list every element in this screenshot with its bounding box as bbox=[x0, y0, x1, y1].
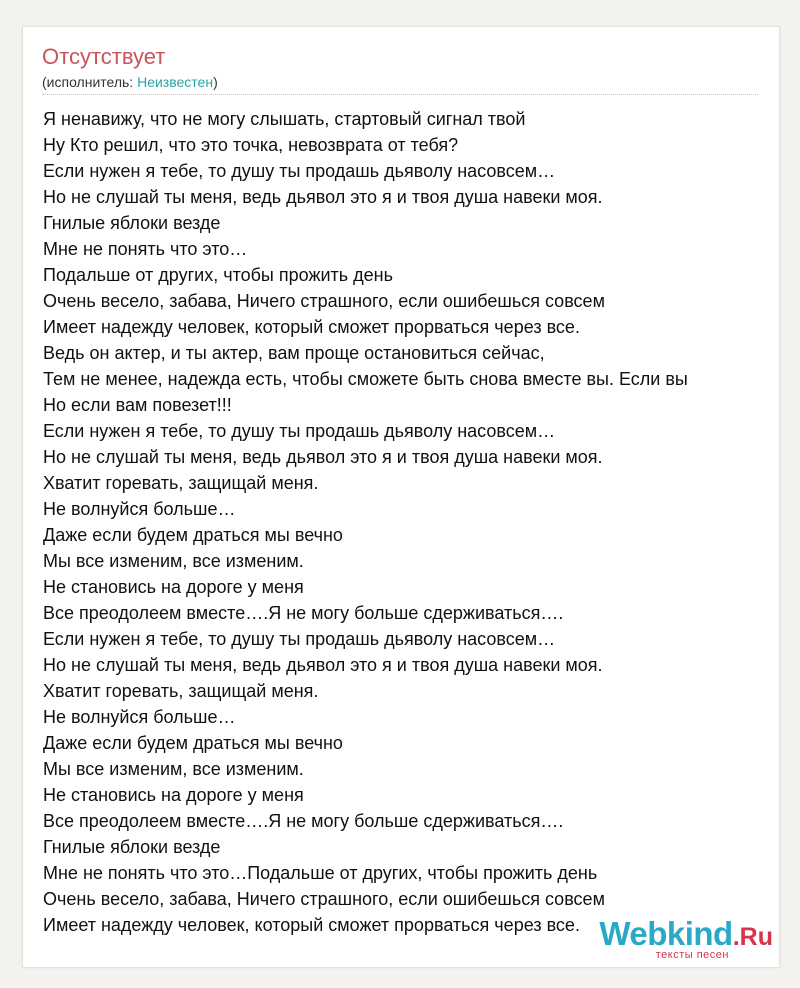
lyric-line: Гнилые яблоки везде bbox=[43, 837, 221, 857]
artist-link[interactable]: Неизвестен bbox=[137, 74, 214, 90]
webkind-logo bbox=[583, 917, 773, 961]
lyric-line: Мы все изменим, все изменим. bbox=[43, 759, 304, 779]
logo-tagline: тексты песен bbox=[655, 949, 729, 961]
lyric-line: Все преодолеем вместе….Я не могу больше сдерживаться…. bbox=[43, 811, 564, 831]
lyric-line: Гнилые яблоки везде bbox=[43, 213, 221, 233]
lyric-line: Не волнуйся больше… bbox=[43, 707, 236, 727]
artist-suffix: ) bbox=[213, 74, 218, 90]
song-title: Отсутствует bbox=[42, 44, 166, 69]
lyric-line: Если нужен я тебе, то душу ты продашь дьяволу насовсем… bbox=[43, 629, 556, 649]
lyric-line: Имеет надежду человек, который сможет прорваться через все. bbox=[43, 915, 580, 935]
lyrics-card bbox=[22, 26, 780, 968]
lyric-line: Хватит горевать, защищай меня. bbox=[43, 473, 319, 493]
lyric-line: Не волнуйся больше… bbox=[43, 499, 236, 519]
lyric-line: Не становись на дороге у меня bbox=[43, 785, 304, 805]
artist-prefix: (исполнитель: bbox=[42, 74, 138, 90]
lyric-line: Но если вам повезет!!! bbox=[43, 395, 232, 415]
lyric-line: Тем не менее, надежда есть, чтобы сможете быть снова вместе вы. Если вы bbox=[43, 369, 688, 389]
lyric-line: Но не слушай ты меня, ведь дьявол это я и твоя душа навеки моя. bbox=[43, 187, 603, 207]
lyric-line: Мне не понять что это…Подальше от других, чтобы прожить день bbox=[43, 863, 598, 883]
lyric-line: Ведь он актер, и ты актер, вам проще остановиться сейчас, bbox=[43, 343, 545, 363]
lyric-line: Очень весело, забава, Ничего страшного, если ошибешься совсем bbox=[43, 291, 605, 311]
logo-brand: Webkind bbox=[599, 915, 733, 952]
lyric-line: Не становись на дороге у меня bbox=[43, 577, 304, 597]
artist-line bbox=[42, 73, 218, 91]
lyric-line: Все преодолеем вместе….Я не могу больше сдерживаться…. bbox=[43, 603, 564, 623]
lyric-line: Имеет надежду человек, который сможет прорваться через все. bbox=[43, 317, 580, 337]
lyric-line: Подальше от других, чтобы прожить день bbox=[43, 265, 393, 285]
lyric-line: Если нужен я тебе, то душу ты продашь дьяволу насовсем… bbox=[43, 421, 556, 441]
lyric-line: Я ненавижу, что не могу слышать, стартовый сигнал твой bbox=[43, 109, 526, 129]
lyric-line: Но не слушай ты меня, ведь дьявол это я и твоя душа навеки моя. bbox=[43, 655, 603, 675]
lyric-line: Даже если будем драться мы вечно bbox=[43, 733, 343, 753]
dotted-divider bbox=[42, 94, 758, 95]
lyric-line: Мы все изменим, все изменим. bbox=[43, 551, 304, 571]
lyrics-text bbox=[43, 106, 777, 938]
lyric-line: Очень весело, забава, Ничего страшного, если ошибешься совсем bbox=[43, 889, 605, 909]
lyric-line: Даже если будем драться мы вечно bbox=[43, 525, 343, 545]
lyric-line: Ну Кто решил, что это точка, невозврата от тебя? bbox=[43, 135, 459, 155]
lyric-line: Хватит горевать, защищай меня. bbox=[43, 681, 319, 701]
logo-tld: .Ru bbox=[732, 923, 773, 951]
lyric-line: Если нужен я тебе, то душу ты продашь дьяволу насовсем… bbox=[43, 161, 556, 181]
lyric-line: Мне не понять что это… bbox=[43, 239, 248, 259]
lyric-line: Но не слушай ты меня, ведь дьявол это я и твоя душа навеки моя. bbox=[43, 447, 603, 467]
